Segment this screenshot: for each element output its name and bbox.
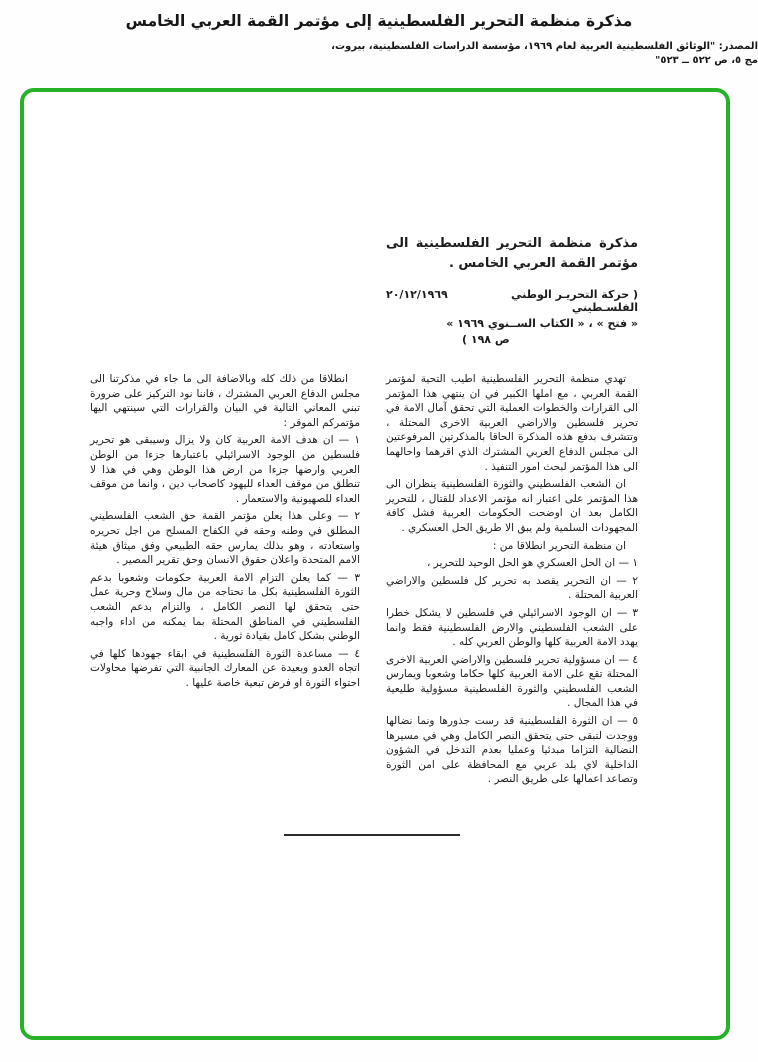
paragraph: ان منظمة التحرير انطلاقا من : — [492, 539, 626, 552]
left-column — [90, 372, 360, 790]
list-item: ١ — ان الحل العسكري هو الحل الوحيد للتحرير ، — [426, 557, 638, 570]
list-item: ٢ — وعلى هذا يعلن مؤتمر القمة حق الشعب الفلسطيني المطلق في وطنه وحقه في الكفاح المسلح من اجل تحريره واستعادته ، وهو بذلك يمارس حقه الطبيعي وفق ميثاق هيئة الامم المتحدة واعلان حقوق الانسان وحق تقرير المصير . — [90, 510, 360, 567]
doc-attribution-line-3: ص ١٩٨ ) — [462, 333, 510, 346]
page-title: مذكرة منظمة التحرير الفلسطينية إلى مؤتمر القمة العربي الخامس — [125, 12, 633, 30]
page-header — [0, 0, 758, 68]
document-scan — [24, 92, 726, 1036]
list-item: ٥ — ان الثورة الفلسطينية قد رست جذورها ونما نضالها ووجدت لتبقى حتى يتحقق النصر الكامل وهي في مسيرها النضالية التزاما مبدئيا وعمليا بعدم التدخل في الشؤون الداخلية لاي بلد عربي مع المحافظة على امن الثورة وتصاعد اعمالها على طريق النصر . — [386, 715, 638, 786]
list-item: ٣ — ان الوجود الاسرائيلي في فلسطين لا يشكل خطرا على الشعب الفلسطيني والارض الفلسطينية فقط وانما يهدد الامة العربية كلها والوطن العربي كله . — [386, 606, 638, 649]
document-frame — [20, 88, 730, 1040]
text-columns — [90, 372, 638, 790]
list-item: ١ — ان هدف الامة العربية كان ولا يزال وسيبقى هو تحرير فلسطين من الوجود الاسرائيلي باعتبارها جزءا من الوطن العربي وارضها جزءا من ارض هذا الوطن وهي في هذا لا تنطلق من موقف العداء لليهود كاصحاب دين ، وانما من موقف العداء للصهيونية والاستعمار . — [90, 434, 360, 505]
list-item: ٣ — كما يعلن التزام الامة العربية حكومات وشعوبا بدعم الثورة الفلسطينية بكل ما تحتاجه من مال وسلاح وحرية عمل حتى يتحقق لها النصر الكامل ، والتزام بدعم الشعب الفلسطيني في المناطق المحتلة بما يمكنه من اداء واجبه الوطني بشكل كامل بقيادة ثورية . — [90, 571, 360, 643]
doc-date-row — [386, 288, 638, 314]
doc-attribution-line-2: « فتح » ، « الكتاب الســنوي ١٩٦٩ » — [446, 317, 638, 330]
list-item: ٤ — ان مسؤولية تحرير فلسطين والاراضي العربية الاخرى المحتلة تقع على الامة العربية كلها حكاما وشعوبا ويمارس الشعب الفلسطيني والثورة الفلسطينية مسؤولية طليعية في هذا المجال . — [386, 653, 638, 710]
paragraph: انطلاقا من ذلك كله وبالاضافة الى ما جاء في مذكرتنا الى مجلس الدفاع العربي المشترك ، فاننا نود التركيز على ضرورة تبني المعاني التالية في البيان والقرارات التي سينتهي اليها مؤتمركم الموقر : — [90, 373, 360, 429]
list-item: ٤ — مساعدة الثورة الفلسطينية في ابقاء جهودها كلها في اتجاه العدو وبعيدة عن المعارك الجانبية التي تفرضها محاولات احتواء الثورة او فرض تبعية خاصة عليها . — [90, 647, 360, 689]
list-item: ٢ — ان التحرير يقصد به تحرير كل فلسطين والاراضي العربية المحتلة . — [386, 574, 638, 602]
right-column — [386, 372, 638, 790]
doc-heading-block — [386, 234, 638, 346]
paragraph: تهدي منظمة التحرير الفلسطينية اطيب التحية لمؤتمر القمة العربي ، مع املها الكبير في ان ينتهي هذا المؤتمر الى القرارات والخطوات العملية التي تحقق آمال الامة في تحرير فلسطين والاراضي العربية الاخرى المحتلة ، وتتشرف بدفع هذه المذكرة الحاقا بالمذكرتين المرفوعتين الى مجلس الدفاع العربي المشترك الذي اقرهما واحالهما الى هذا المؤتمر لبحث امور التنفيذ . — [386, 373, 638, 473]
bottom-rule — [284, 834, 460, 836]
doc-attribution-line-1: ( حركة التحريـر الوطني الفلسـطيني — [510, 288, 638, 314]
doc-date: ٢٠/١٢/١٩٦٩ — [386, 288, 448, 301]
doc-title: مذكرة منظمة التحرير الفلسطينية الى مؤتمر القمة العربي الخامس . — [386, 236, 638, 271]
paragraph: ان الشعب الفلسطيني والثورة الفلسطينية ينظران الى هذا المؤتمر على اعتبار انه مؤتمر الاعداد للقتال ، للتحرير الكامل بعد ان اوضحت الحكومات العربية فشل كافة المجهودات السلمية ولم يبق الا طريق الحل العسكري . — [386, 478, 638, 534]
source-line: المصدر: "الوثائق الفلسطينية العربية لعام ١٩٦٩، مؤسسة الدراسات الفلسطينية، بيروت، مج ٥، ص ٥٢٢ ــ ٥٢٣" — [331, 41, 758, 66]
